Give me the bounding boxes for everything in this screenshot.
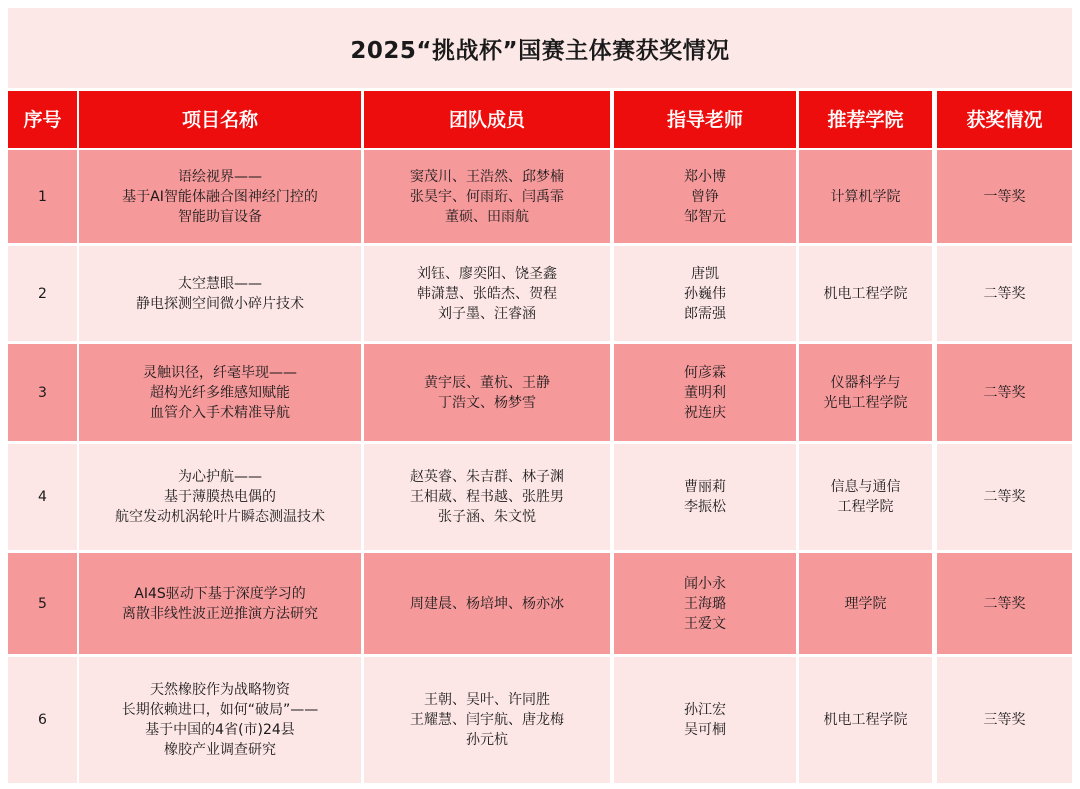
cell-college-line: 仪器科学与 bbox=[830, 374, 901, 391]
cell-members bbox=[364, 444, 610, 550]
cell-project-line: 智能助盲设备 bbox=[178, 208, 262, 225]
cell-college bbox=[799, 657, 932, 783]
cell-advisors-line: 曹丽莉 bbox=[684, 479, 726, 495]
cell-project-line: 航空发动机涡轮叶片瞬态测温技术 bbox=[115, 509, 325, 525]
cell-project-line: 血管介入手术精准导航 bbox=[150, 404, 290, 421]
cell-advisors bbox=[614, 553, 796, 654]
cell-award: 二等奖 bbox=[937, 344, 1072, 441]
cell-advisors bbox=[614, 444, 796, 550]
cell-advisors-line: 吴可桐 bbox=[684, 722, 726, 738]
cell-project-line: 超构光纤多维感知赋能 bbox=[150, 384, 290, 401]
table-row bbox=[8, 344, 1072, 441]
cell-members-line: 赵英睿、朱吉群、林子渊 bbox=[410, 469, 564, 485]
table-header bbox=[8, 91, 1072, 148]
cell-advisors bbox=[614, 344, 796, 441]
cell-members-line: 张昊宇、何雨珩、闫禹霏 bbox=[410, 188, 564, 205]
cell-members-line: 王朝、吴叶、许同胜 bbox=[424, 692, 550, 708]
title-banner bbox=[8, 8, 1072, 88]
cell-members-line: 张子涵、朱文悦 bbox=[438, 509, 536, 525]
cell-members bbox=[364, 553, 610, 654]
cell-advisors-line: 何彦霖 bbox=[684, 364, 726, 381]
cell-project-line: 长期依赖进口，如何“破局”—— bbox=[121, 702, 319, 718]
cell-award: 二等奖 bbox=[937, 246, 1072, 341]
cell-members-line: 孙元杭 bbox=[466, 732, 508, 748]
cell-members-line: 王耀慧、闫宇航、唐龙梅 bbox=[410, 712, 564, 728]
cell-members-line: 窦茂川、王浩然、邱梦楠 bbox=[410, 168, 564, 185]
header-members: 团队成员 bbox=[364, 91, 610, 148]
award-table-sheet bbox=[8, 8, 1072, 783]
cell-project bbox=[79, 344, 361, 441]
page-title: 2025“挑战杯”国赛主体赛获奖情况 bbox=[350, 37, 730, 64]
cell-advisors-line: 郎需强 bbox=[684, 305, 726, 322]
cell-college-line: 机电工程学院 bbox=[823, 712, 908, 728]
cell-members bbox=[364, 150, 610, 243]
table-row bbox=[8, 657, 1072, 783]
cell-project-line: 橡胶产业调查研究 bbox=[163, 742, 276, 758]
cell-advisors-line: 孙巍伟 bbox=[684, 285, 726, 302]
cell-members-line: 刘钰、廖奕阳、饶圣鑫 bbox=[417, 265, 557, 282]
cell-project-line: AI4S驱动下基于深度学习的 bbox=[134, 585, 306, 602]
cell-project-line: 基于AI智能体融合图神经门控的 bbox=[122, 188, 318, 205]
header-index: 序号 bbox=[8, 91, 77, 148]
cell-award: 三等奖 bbox=[937, 657, 1072, 783]
cell-index: 5 bbox=[8, 553, 77, 654]
cell-members bbox=[364, 344, 610, 441]
cell-college bbox=[799, 246, 932, 341]
cell-project-line: 基于薄膜热电偶的 bbox=[164, 489, 276, 505]
cell-award: 一等奖 bbox=[937, 150, 1072, 243]
cell-college bbox=[799, 150, 932, 243]
cell-advisors bbox=[614, 657, 796, 783]
cell-project bbox=[79, 657, 361, 783]
cell-advisors-line: 董明利 bbox=[684, 384, 726, 401]
cell-project-line: 离散非线性波正逆推演方法研究 bbox=[122, 605, 318, 622]
cell-college-line: 信息与通信 bbox=[830, 479, 901, 495]
cell-project-line: 语绘视界—— bbox=[178, 168, 262, 185]
table-row bbox=[8, 246, 1072, 341]
cell-college-line: 光电工程学院 bbox=[823, 394, 908, 411]
header-award: 获奖情况 bbox=[937, 91, 1072, 148]
cell-index: 4 bbox=[8, 444, 77, 550]
cell-members-line: 丁浩文、杨梦雪 bbox=[438, 394, 536, 411]
cell-project-line: 太空慧眼—— bbox=[178, 275, 262, 292]
cell-project-line: 基于中国的4省(市)24县 bbox=[145, 722, 295, 738]
header-advisors: 指导老师 bbox=[614, 91, 796, 148]
cell-college bbox=[799, 344, 932, 441]
cell-college-line: 理学院 bbox=[844, 595, 887, 612]
cell-members-line: 黄宇辰、董杭、王静 bbox=[424, 374, 550, 391]
cell-index: 3 bbox=[8, 344, 77, 441]
cell-college bbox=[799, 553, 932, 654]
cell-award: 二等奖 bbox=[937, 553, 1072, 654]
cell-advisors-line: 郑小博 bbox=[684, 168, 726, 185]
cell-advisors-line: 唐凯 bbox=[691, 265, 719, 282]
cell-college-line: 工程学院 bbox=[837, 499, 894, 515]
cell-project-line: 静电探测空间微小碎片技术 bbox=[136, 295, 304, 312]
cell-advisors-line: 王海璐 bbox=[684, 595, 726, 612]
cell-index: 1 bbox=[8, 150, 77, 243]
table-row bbox=[8, 444, 1072, 550]
cell-members-line: 王相葳、程书越、张胜男 bbox=[410, 489, 564, 505]
cell-advisors bbox=[614, 150, 796, 243]
cell-members-line: 刘子墨、汪睿涵 bbox=[438, 305, 536, 322]
cell-advisors-line: 邹智元 bbox=[684, 208, 726, 225]
header-project: 项目名称 bbox=[79, 91, 361, 148]
cell-advisors-line: 李振松 bbox=[684, 499, 726, 515]
cell-project-line: 天然橡胶作为战略物资 bbox=[149, 682, 290, 698]
cell-project bbox=[79, 150, 361, 243]
cell-members bbox=[364, 246, 610, 341]
cell-members-line: 董硕、田雨航 bbox=[445, 208, 529, 225]
header-college: 推荐学院 bbox=[799, 91, 932, 148]
cell-college-line: 机电工程学院 bbox=[823, 285, 908, 302]
cell-project bbox=[79, 553, 361, 654]
cell-project-line: 灵触识径，纤毫毕现—— bbox=[143, 364, 297, 381]
cell-index: 2 bbox=[8, 246, 77, 341]
table-row bbox=[8, 553, 1072, 654]
cell-project bbox=[79, 246, 361, 341]
cell-members-line: 周建晨、杨培坤、杨亦冰 bbox=[410, 595, 564, 612]
cell-college-line: 计算机学院 bbox=[830, 188, 901, 205]
cell-index: 6 bbox=[8, 657, 77, 783]
cell-members-line: 韩潇慧、张皓杰、贺程 bbox=[417, 285, 557, 302]
cell-award: 二等奖 bbox=[937, 444, 1072, 550]
cell-advisors-line: 曾铮 bbox=[691, 188, 719, 205]
cell-advisors-line: 闻小永 bbox=[684, 575, 726, 592]
cell-project-line: 为心护航—— bbox=[178, 469, 262, 485]
cell-members bbox=[364, 657, 610, 783]
table-row bbox=[8, 150, 1072, 243]
cell-college bbox=[799, 444, 932, 550]
cell-advisors-line: 孙江宏 bbox=[684, 702, 726, 718]
cell-project bbox=[79, 444, 361, 550]
cell-advisors bbox=[614, 246, 796, 341]
cell-advisors-line: 王爱文 bbox=[684, 615, 726, 632]
cell-advisors-line: 祝连庆 bbox=[684, 404, 726, 421]
